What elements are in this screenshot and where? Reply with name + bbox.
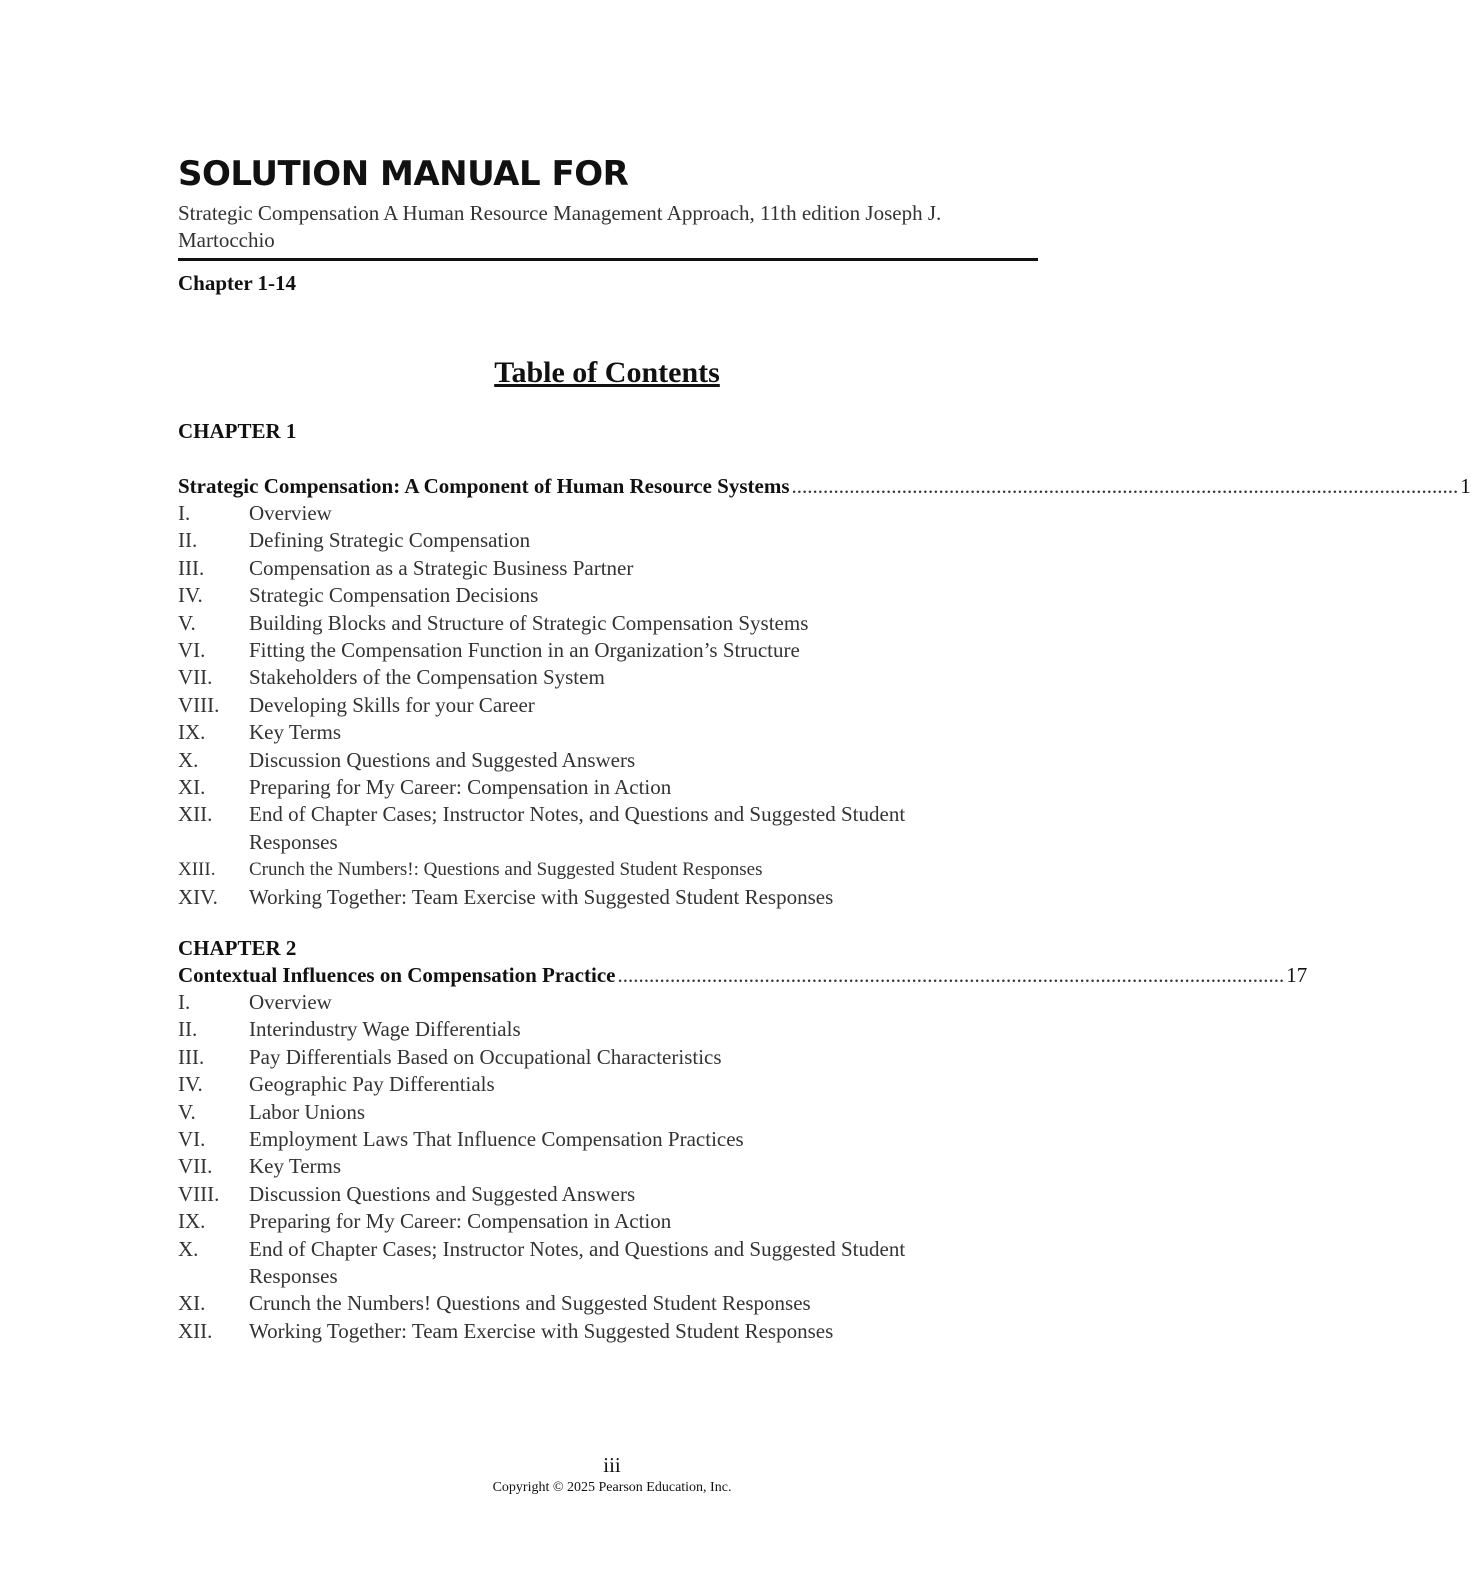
item-text: Key Terms: [249, 1154, 342, 1179]
item-text: End of Chapter Cases; Instructor Notes, and Questions and Suggested Student Responses: [249, 1236, 906, 1289]
toc-item: [178, 527, 1036, 554]
item-number: IX.: [178, 1209, 206, 1234]
item-number: VIII.: [178, 692, 220, 717]
item-text: Building Blocks and Structure of Strategic Compensation Systems: [249, 610, 809, 635]
chapters-range: Chapter 1-14: [178, 271, 297, 295]
item-text: Strategic Compensation Decisions: [249, 583, 539, 608]
dot-leader: ...............................................................................................................................: [617, 963, 1285, 987]
item-text: Labor Unions: [249, 1099, 366, 1124]
item-number: III.: [178, 1044, 205, 1069]
item-number: IV.: [178, 583, 203, 608]
book-subtitle: Strategic Compensation A Human Resource Management Approach, 11th edition Joseph J. Martocchio: [178, 201, 942, 252]
chapter-title: Strategic Compensation: A Component of Human Resource Systems: [178, 474, 790, 498]
chapter-block-1: [178, 418, 1471, 911]
toc-item: [178, 1071, 1036, 1098]
toc-item: [178, 1318, 1036, 1345]
item-number: II.: [178, 528, 198, 553]
item-text: Developing Skills for your Career: [249, 692, 535, 717]
toc-item: [178, 1126, 1036, 1153]
toc-item: [178, 856, 1036, 883]
chapter-page-number: 1: [1460, 474, 1471, 498]
chapter-heading: CHAPTER 1: [178, 419, 297, 443]
item-number: VII.: [178, 665, 213, 690]
item-text: Overview: [249, 990, 332, 1014]
item-number: II.: [178, 1017, 198, 1042]
item-text: Compensation as a Strategic Business Partner: [249, 555, 634, 580]
toc-item: [178, 719, 1036, 746]
toc-item: [178, 1181, 1036, 1208]
toc-item: [178, 637, 1036, 664]
item-text: Working Together: Team Exercise with Suggested Student Responses: [249, 884, 834, 909]
toc-item: [178, 500, 1036, 527]
chapter-page-number: 17: [1286, 963, 1308, 987]
item-number: V.: [178, 610, 196, 635]
item-number: VIII.: [178, 1181, 220, 1206]
toc-item: [178, 1153, 1036, 1180]
item-text: Interindustry Wage Differentials: [249, 1017, 521, 1042]
item-number: V.: [178, 1099, 196, 1124]
dot-leader: ...............................................................................................................................: [791, 474, 1459, 498]
chapter-block-2: [178, 935, 1308, 1345]
toc-item: [178, 989, 1036, 1016]
item-number: XI.: [178, 1291, 206, 1316]
item-number: IV.: [178, 1072, 203, 1097]
item-text: Discussion Questions and Suggested Answers: [249, 1181, 636, 1206]
item-number: X.: [178, 747, 199, 772]
item-number: III.: [178, 555, 205, 580]
toc-item: [178, 582, 1036, 609]
item-text: Crunch the Numbers!: Questions and Suggested Student Responses: [249, 859, 763, 881]
item-number: IX.: [178, 720, 206, 745]
item-number: XIII.: [178, 859, 216, 881]
copyright-notice: Copyright © 2025 Pearson Education, Inc.: [492, 1480, 732, 1495]
page-number: iii: [603, 1453, 621, 1477]
toc-item: [178, 801, 1036, 856]
chapter-heading: CHAPTER 2: [178, 936, 297, 960]
item-text: End of Chapter Cases; Instructor Notes, and Questions and Suggested Student Responses: [249, 802, 906, 854]
item-number: XIV.: [178, 884, 218, 909]
toc-title: Table of Contents: [494, 356, 720, 389]
item-text: Preparing for My Career: Compensation in Action: [249, 1209, 672, 1234]
item-number: VI.: [178, 638, 206, 663]
banner-title: SOLUTION MANUAL FOR: [178, 154, 629, 194]
toc-item: [178, 884, 1036, 911]
toc-item: [178, 555, 1036, 582]
toc-item: [178, 774, 1036, 801]
item-text: Stakeholders of the Compensation System: [249, 665, 605, 690]
item-text: Discussion Questions and Suggested Answers: [249, 747, 636, 772]
item-number: I.: [178, 501, 191, 525]
toc-item: [178, 692, 1036, 719]
toc-item: [178, 664, 1036, 691]
item-text: Defining Strategic Compensation: [249, 528, 531, 553]
item-number: X.: [178, 1236, 199, 1261]
item-text: Geographic Pay Differentials: [249, 1072, 495, 1097]
toc-item: [178, 1016, 1036, 1043]
toc-item: [178, 1208, 1036, 1235]
toc-item: [178, 1044, 1036, 1071]
item-number: XI.: [178, 775, 206, 800]
item-number: XII.: [178, 802, 213, 827]
item-text: Crunch the Numbers! Questions and Suggested Student Responses: [249, 1291, 811, 1316]
toc-item: [178, 610, 1036, 637]
chapter-title-row[interactable]: [178, 962, 1308, 989]
item-number: I.: [178, 990, 191, 1014]
item-number: XII.: [178, 1318, 213, 1343]
item-number: VII.: [178, 1154, 213, 1179]
item-text: Employment Laws That Influence Compensation Practices: [249, 1127, 744, 1152]
page-footer: [0, 1453, 1224, 1499]
item-text: Overview: [249, 501, 332, 525]
chapter-title: Contextual Influences on Compensation Practice: [178, 963, 616, 987]
item-text: Fitting the Compensation Function in an Organization’s Structure: [249, 638, 800, 663]
toc-item: [178, 1236, 1036, 1291]
item-text: Key Terms: [249, 720, 342, 745]
item-text: Pay Differentials Based on Occupational Characteristics: [249, 1044, 722, 1069]
toc-item: [178, 1099, 1036, 1126]
toc-item: [178, 747, 1036, 774]
chapter-title-row[interactable]: [178, 473, 1471, 500]
toc-item: [178, 1290, 1036, 1317]
item-text: Preparing for My Career: Compensation in Action: [249, 775, 672, 800]
item-number: VI.: [178, 1127, 206, 1152]
item-text: Working Together: Team Exercise with Suggested Student Responses: [249, 1318, 834, 1343]
page-content: [178, 150, 1471, 1343]
header-rule: [178, 258, 1038, 261]
